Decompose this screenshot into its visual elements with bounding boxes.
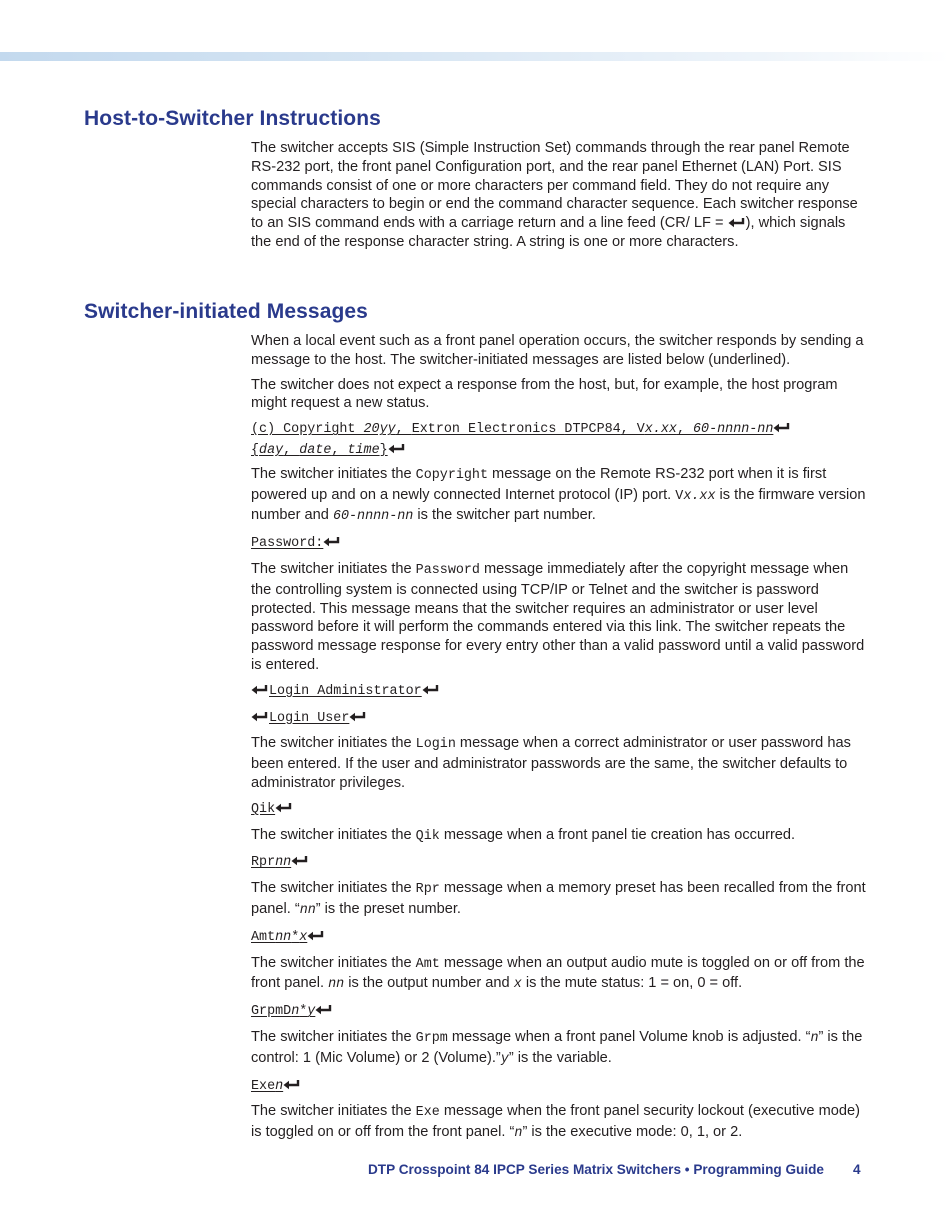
switcher-status-paragraph: The switcher does not expect a response from the host, but, for example, the host program might request a new status.	[251, 376, 838, 412]
rpr-description: The switcher initiates the Rpr message when a memory preset has been recalled from the front panel. “nn” is the preset number.	[251, 880, 866, 918]
copyright-description: The switcher initiates the Copyright message on the Remote RS-232 port when it is first powered up and on a newly connected Internet protocol (IP) port. Vx.xx is the firmware version number and 60-nnnn-nn is the switcher part number.	[251, 465, 866, 525]
qik-command: Qik	[251, 799, 867, 820]
return-arrow-icon	[291, 855, 309, 866]
exe-command: Exen	[251, 1076, 867, 1097]
login-user-command: Login User	[251, 708, 867, 729]
return-arrow-icon	[315, 1004, 333, 1015]
return-arrow-icon	[388, 443, 406, 454]
footer-guide-title: DTP Crosspoint 84 IPCP Series Matrix Switchers • Programming Guide	[367, 1162, 824, 1177]
switcher-intro-paragraph: When a local event such as a front panel operation occurs, the switcher responds by sending a message to the host. The switcher-initiated messages are listed below (underlined).	[251, 333, 864, 368]
grpm-description: The switcher initiates the Grpm message when a front panel Volume knob is adjusted. “n” is the control: 1 (Mic Volume) or 2 (Volume).”y” is the variable.	[251, 1028, 863, 1067]
exe-description: The switcher initiates the Exe message when the front panel security lockout (executive mode) is toggled on or off from the front panel. “n” is the executive mode: 0, 1, or 2.	[251, 1103, 860, 1142]
password-command: Password:	[251, 533, 867, 554]
host-intro-paragraph: The switcher accepts SIS (Simple Instruction Set) commands through the rear panel Remote RS-232 port, the front panel Configuration port, and the rear panel Ethernet (LAN) Port. SIS commands consist of one or more characters per command field. They do not require any special characters to begin or end the command character sequence. Each switcher response to an SIS command ends with a carriage return and a line feed (CR/ LF = ), which signals the end of the response character string. A string is one or more characters.	[251, 140, 858, 250]
password-description: The switcher initiates the Password message immediately after the copyright message when the controlling system is connected using TCP/IP or Telnet and the switcher is password protected. This message means that the switcher requires an administrator or user level password before it will perform the commands entered via this link. The switcher repeats the password message response for every entry other than a valid password until a valid password is entered.	[251, 560, 865, 673]
section-title-switcher-initiated: Switcher-initiated Messages	[84, 300, 368, 323]
amt-command: Amtnn*x	[251, 927, 867, 948]
header-gradient-bar	[0, 52, 950, 61]
page-number: 4	[853, 1162, 861, 1177]
return-arrow-icon	[251, 684, 269, 695]
host-instructions-body	[251, 139, 867, 252]
grpm-command: GrpmDn*y	[251, 1001, 867, 1022]
return-arrow-icon	[251, 711, 269, 722]
return-arrow-icon	[323, 536, 341, 547]
qik-description: The switcher initiates the Qik message when a front panel tie creation has occurred.	[251, 826, 796, 844]
login-description: The switcher initiates the Login message when a correct administrator or user password has been entered. If the user and administrator passwords are the same, the switcher defaults to administrator privileges.	[251, 735, 851, 791]
return-arrow-icon	[283, 1079, 301, 1090]
return-arrow-icon	[349, 711, 367, 722]
rpr-command: Rprnn	[251, 852, 867, 873]
copyright-command: (c) Copyright 20yy, Extron Electronics DTPCP84, Vx.xx, 60-nnnn-nn {day, date, time}	[251, 419, 867, 461]
return-arrow-icon	[773, 422, 791, 433]
amt-description: The switcher initiates the Amt message when an output audio mute is toggled on or off from the front panel. nn is the output number and x is the mute status: 1 = on, 0 = off.	[251, 954, 865, 993]
return-arrow-icon	[728, 217, 746, 228]
login-administrator-command: Login Administrator	[251, 681, 867, 702]
return-arrow-icon	[275, 802, 293, 813]
switcher-messages-body	[251, 332, 867, 1144]
section-title-host-to-switcher: Host-to-Switcher Instructions	[84, 107, 381, 130]
return-arrow-icon	[422, 684, 440, 695]
return-arrow-icon	[307, 930, 325, 941]
